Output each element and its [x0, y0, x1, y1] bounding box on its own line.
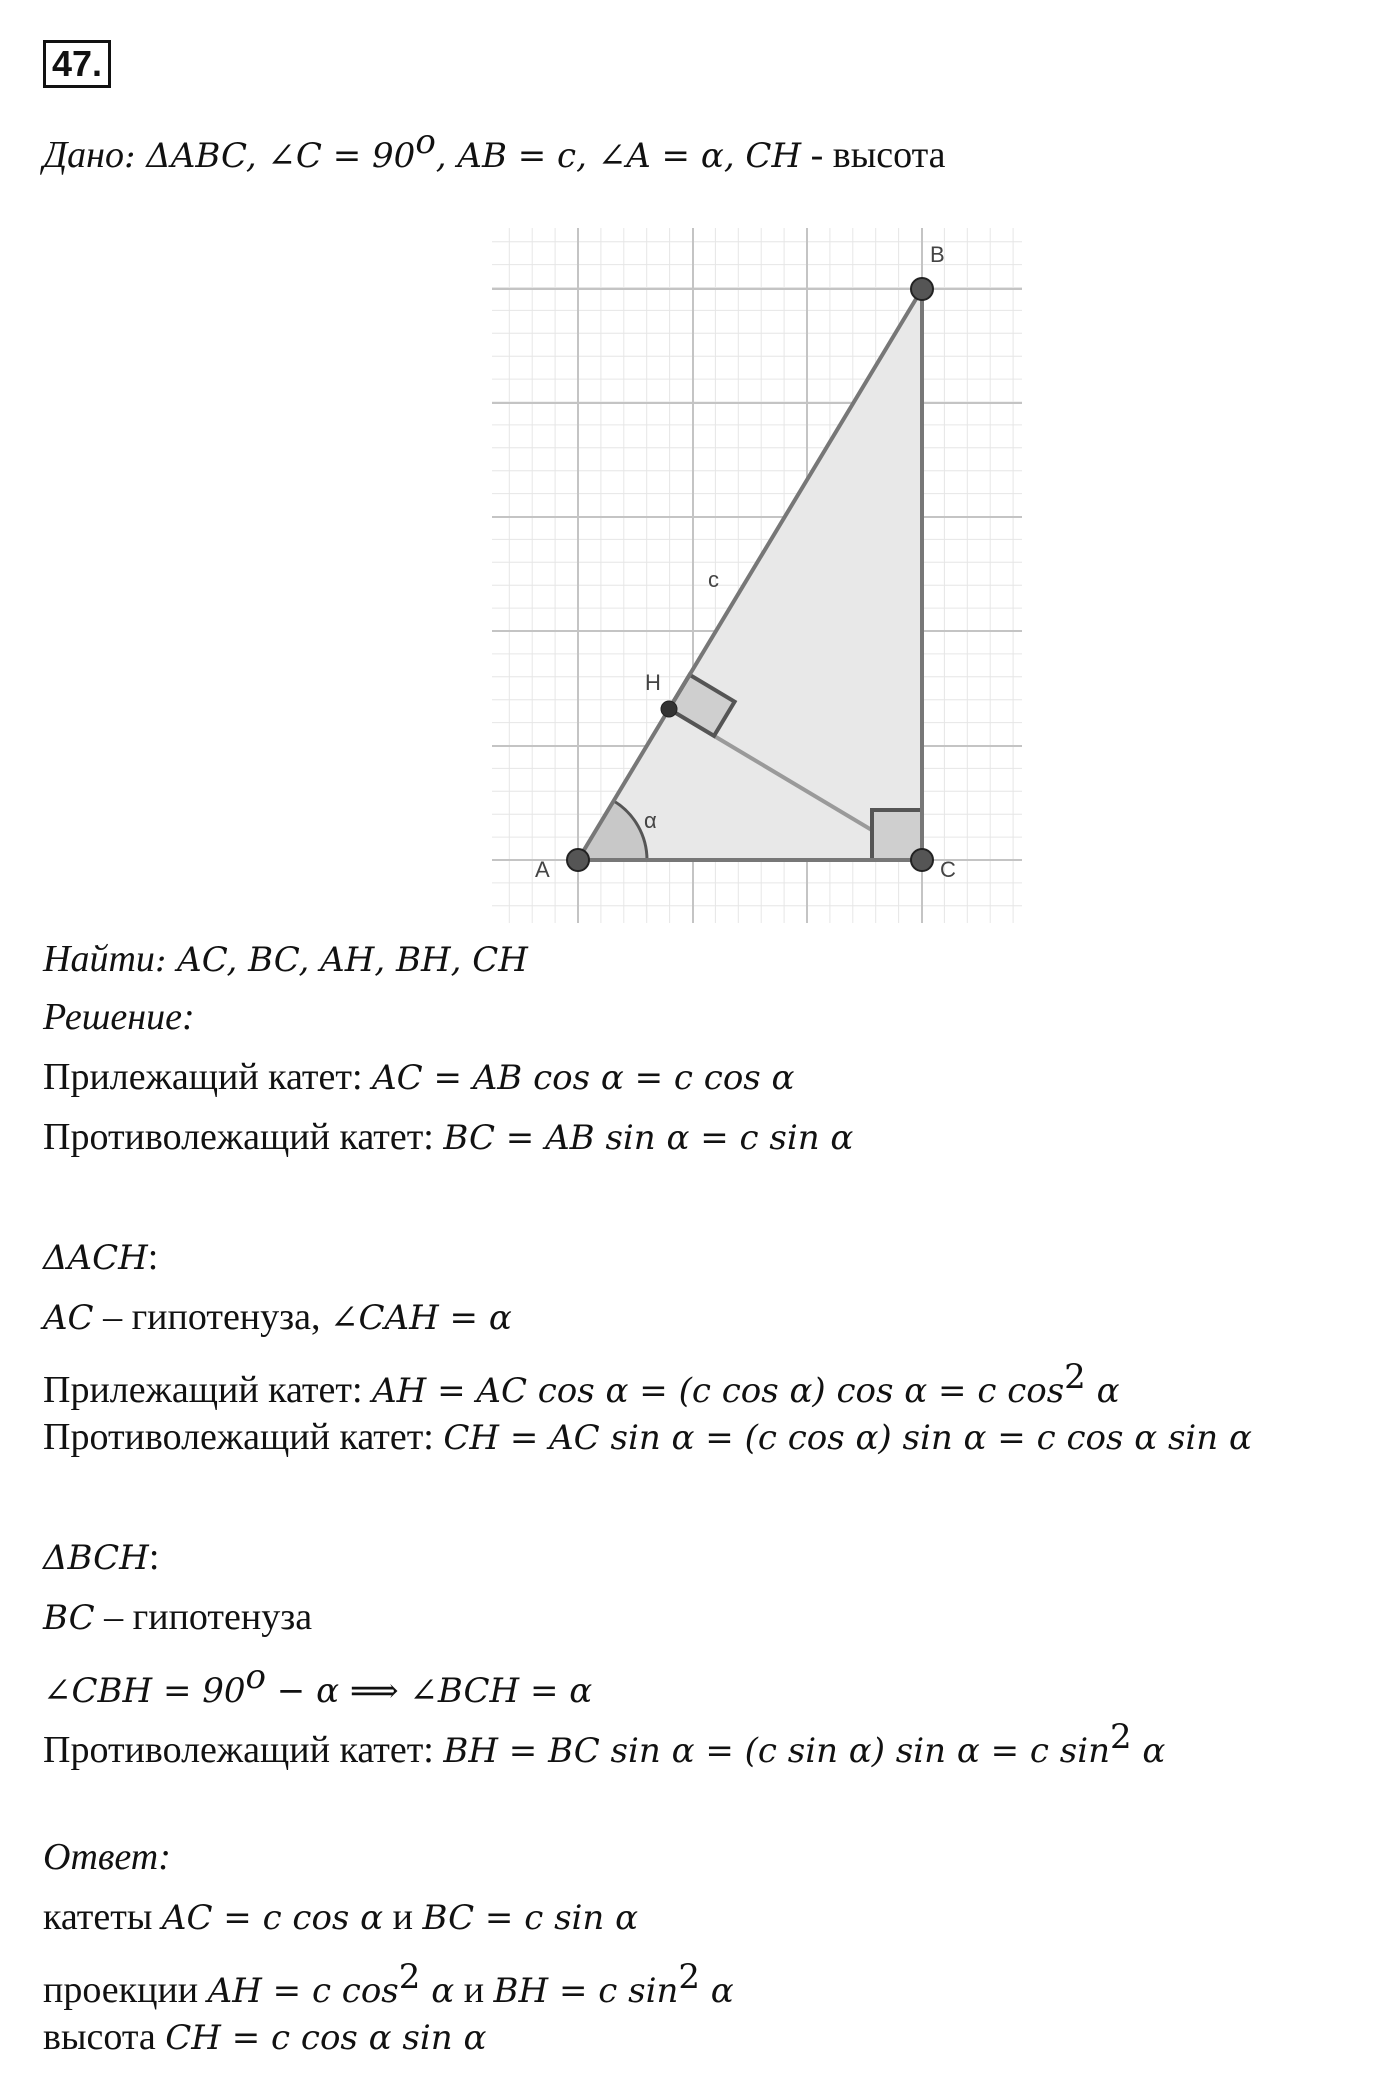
line9-math: ∠CBH = 90 [43, 1671, 246, 1711]
answer-label: Ответ: [43, 1836, 171, 1878]
triangle-bch-heading [43, 1533, 159, 1582]
point-b [911, 278, 933, 300]
line2-math: BC = AB sin α = c sin α [443, 1118, 854, 1158]
answer2-sup: 2 [398, 1957, 421, 1997]
line4-math-2: ∠CAH = α [330, 1298, 512, 1338]
find-math: : AC, BC, AH, BH, CH [154, 940, 528, 980]
line10-sup: 2 [1109, 1717, 1132, 1757]
answer1-and: и [383, 1896, 423, 1938]
answer-line-3 [43, 2013, 486, 2062]
line10-math: BH = BC sin α = (c sin α) sin α = c sin [443, 1731, 1110, 1771]
line4-text: – гипотенуза, [93, 1296, 331, 1338]
line7-tail: : [148, 1536, 160, 1578]
label-alpha: α [644, 808, 657, 833]
problem-number: 47. [43, 40, 111, 88]
line6-text: Противолежащий катет: [43, 1416, 444, 1458]
find-label: Найти [43, 938, 155, 980]
answer1-math-2: BC = c sin α [422, 1898, 639, 1938]
line8-math: BC [43, 1598, 95, 1638]
solution-line-8 [43, 1593, 312, 1642]
line1-text: Прилежащий катет: [43, 1056, 373, 1098]
answer1-text: катеты [43, 1896, 162, 1938]
line4-math: AC [43, 1298, 94, 1338]
answer2-and: и [454, 1969, 494, 2011]
line3-tail: : [147, 1236, 159, 1278]
answer2-text: проекции [43, 1969, 208, 2011]
line9-math-2: − α ⟹ ∠BCH = α [266, 1671, 593, 1711]
point-a [567, 849, 589, 871]
label-a: A [535, 857, 550, 882]
solution-line-6 [43, 1413, 1252, 1462]
line5-text: Прилежащий катет: [43, 1369, 373, 1411]
answer2-math-2: BH = c sin [493, 1971, 679, 2011]
answer2-math: AH = c cos [207, 1971, 399, 2011]
answer2-math-alpha-2: α [699, 1971, 734, 2011]
solution-label: Решение: [43, 996, 195, 1038]
given-degree: o [415, 122, 436, 162]
solution-line-2 [43, 1113, 853, 1162]
answer-line-1 [43, 1893, 638, 1942]
line5-sup: 2 [1064, 1357, 1086, 1397]
line3-math: ΔACH [43, 1238, 148, 1278]
answer3-math: CH = c cos α sin α [165, 2018, 487, 2058]
given-label: Дано [43, 134, 125, 176]
answer1-math: AC = c cos α [161, 1898, 384, 1938]
solution-line-4 [43, 1293, 512, 1342]
point-c [911, 849, 933, 871]
point-h [661, 701, 677, 717]
answer3-text: высота [43, 2016, 166, 2058]
line5-math: AH = AC cos α = (c cos α) cos α = c cos [372, 1371, 1065, 1411]
solution-line-9 [43, 1653, 592, 1715]
find-line [43, 935, 528, 984]
label-h: H [645, 670, 661, 695]
label-c-side: c [708, 567, 719, 592]
triangle-figure [0, 0, 1400, 930]
line10-end: α [1131, 1731, 1166, 1771]
given-math-2: , AB = c, ∠A = α, CH [435, 136, 802, 176]
solution-line-10 [43, 1713, 1165, 1775]
line5-end: α [1085, 1371, 1120, 1411]
label-b: B [930, 242, 945, 267]
solution-line-1 [43, 1053, 795, 1102]
label-c: C [940, 857, 956, 882]
given-math: : ΔABC, ∠C = 90 [124, 136, 416, 176]
solution-line-5 [43, 1353, 1120, 1415]
line8-text: – гипотенуза [94, 1596, 313, 1638]
line2-text: Противолежащий катет: [43, 1116, 444, 1158]
triangle-ach-heading [43, 1233, 158, 1282]
line10-text: Противолежащий катет: [43, 1729, 444, 1771]
line1-math: AC = AB cos α = c cos α [372, 1058, 795, 1098]
line7-math: ΔBCH [43, 1538, 149, 1578]
answer2-sup-2: 2 [678, 1957, 700, 1997]
line6-math: CH = AC sin α = (c cos α) sin α = c cos α sin α [443, 1418, 1252, 1458]
answer2-math-alpha: α [420, 1971, 455, 2011]
line9-sup: o [245, 1657, 266, 1697]
answer-line-2 [43, 1953, 734, 2015]
given-suffix: - высота [801, 134, 946, 176]
